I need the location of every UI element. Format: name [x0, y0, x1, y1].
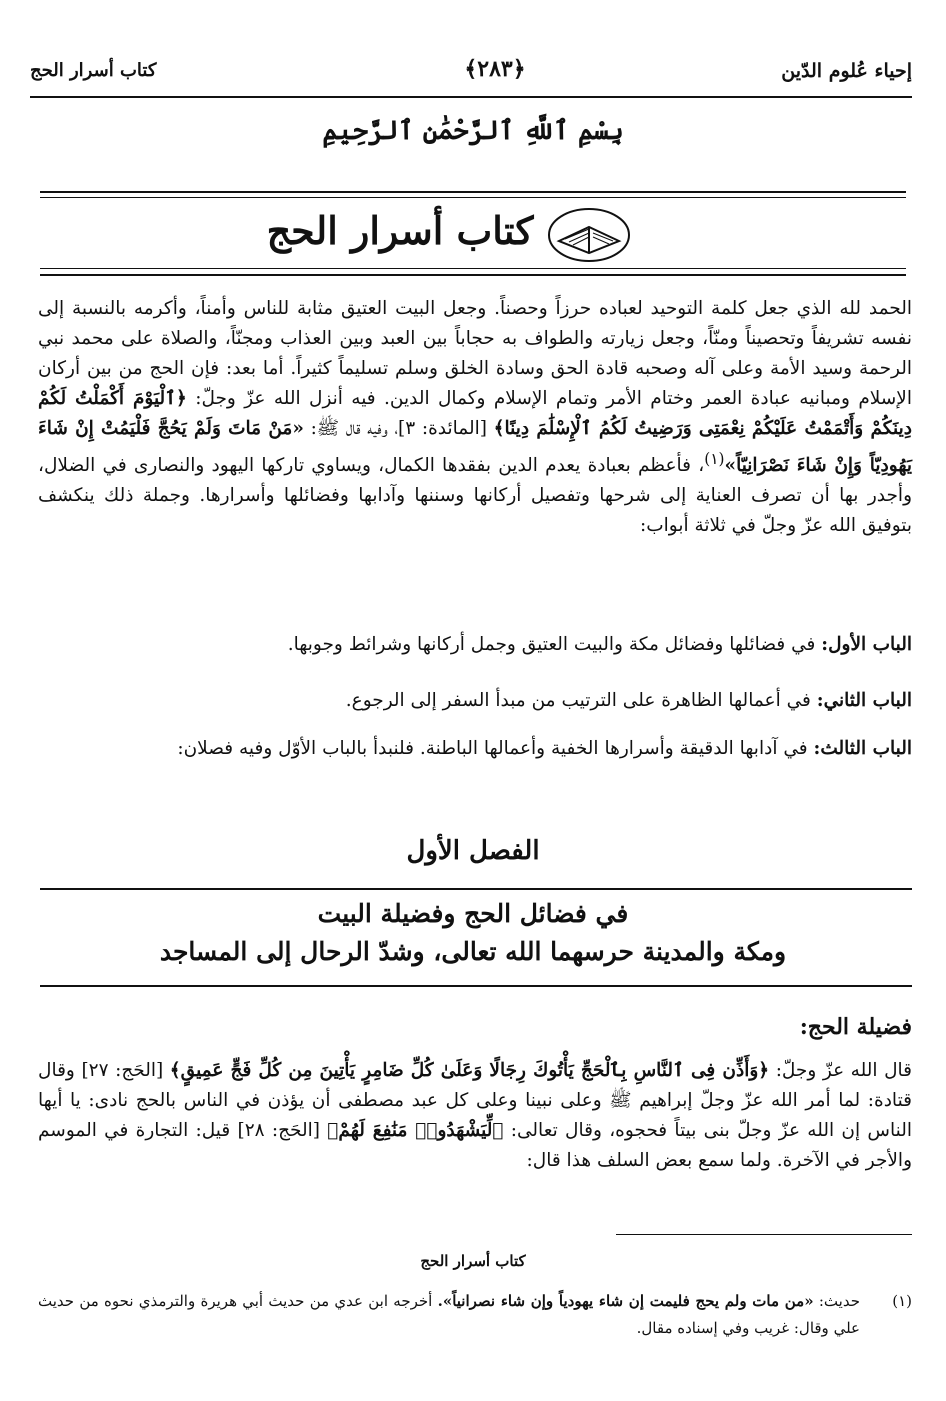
chapter-1: [38, 630, 912, 660]
page-number: ﴿٢٨٣﴾: [464, 56, 526, 82]
running-header: [30, 56, 912, 92]
section-subtitle-line-2: ومكة والمدينة حرسهما الله تعالى، وشدّ الرحال إلى المساجد: [159, 937, 787, 966]
open-book-icon: [545, 205, 633, 265]
footnote-hadith: «من مات ولم يحج فليمت إن شاء يهودياً وإن شاء نصرانياً».: [437, 1292, 814, 1310]
chapter-1-label: الباب الأول:: [821, 634, 912, 655]
quran-verse-hajj-27: ﴿وَأَذِّن فِى ٱلنَّاسِ بِٱلْحَجِّ يَأْتُوكَ رِجَالًا وَعَلَىٰ كُلِّ ضَامِرٍ يَأْتِينَ مِن كُلِّ فَجٍّ عَمِيقٍ﴾: [169, 1060, 770, 1081]
footnote: [38, 1288, 912, 1342]
section-subtitle-line-1: في فضائل الحج وفضيلة البيت: [317, 899, 629, 928]
footnote-body: [38, 1288, 860, 1342]
section-rule-bottom: [40, 985, 912, 987]
hajj-text-3: قيل: التجارة في الموسم والأجر في الآخرة. ولما سمع بعض السلف هذا قال:: [38, 1120, 912, 1171]
chapter-3: [38, 734, 912, 764]
footnote-separator: [616, 1234, 912, 1235]
book-title: كتاب أسرار الحج: [266, 208, 534, 253]
chapter-3-text: في آدابها الدقيقة وأسرارها الخفية وأعمالها الباطنة. فلنبدأ بالباب الأوّل وفيه فصلان:: [177, 738, 808, 759]
header-rule: [30, 96, 912, 98]
hajj-virtue-paragraph: [38, 1056, 912, 1176]
quran-ref-hajj-27: [الحَج: ٢٧]: [81, 1060, 164, 1081]
subsection-heading: فضيلة الحج:: [799, 1014, 912, 1040]
title-frame-top: [40, 191, 906, 193]
intro-paragraph: [38, 294, 912, 541]
hadith-text: «مَنْ مَاتَ وَلَمْ يَحُجَّ فَلْيَمُتْ إِنْ شَاءَ يَهُودِيّاً وَإِنْ شَاءَ نَصْرَانِيّاً»: [38, 418, 912, 477]
quran-verse-maida: ﴿ٱلْيَوْمَ أَكْمَلْتُ لَكُمْ دِينَكُمْ وَأَتْمَمْتُ عَلَيْكُمْ نِعْمَتِى وَرَضِيتُ لَكُمُ ٱلْإِسْلَٰمَ دِينًا﴾: [38, 388, 912, 439]
footnote-text-b: أخرجه ابن عدي من حديث أبي هريرة والترمذي نحوه من حديث علي وقال: غريب وفي إسناده مقال.: [38, 1292, 860, 1337]
intro-text-3: ، فأعظم بعبادة يعدم الدين بفقدها الكمال، ويساوي تاركها اليهود والنصارى في الضلال، وأجدر بها أن تصرف العناية إلى شرحها وتفصيل أركانها وسننها وآدابها وفضائلها وأسرارها. وجملة ذلك ينكشف بتوفيق الله عزّ وجلّ في ثلاثة أبواب:: [38, 455, 912, 537]
footnote-marker[interactable]: (١): [704, 450, 725, 468]
hajj-text-2: وقال قتادة: لما أمر الله عزّ وجلّ إبراهيم ﷺ وعلى نبينا وعلى كل عبد مصطفى أن يؤذن في الناس بالحج نادى: يا أيها الناس إن الله عزّ وجلّ بنى بيتاً فحجوه، وقال تعالى:: [38, 1060, 912, 1141]
chapter-2-text: في أعمالها الظاهرة على الترتيب من مبدأ السفر إلى الرجوع.: [345, 690, 811, 711]
footnote-heading: كتاب أسرار الحج: [420, 1252, 526, 1270]
section-rule-top: [40, 888, 912, 890]
chapter-2-label: الباب الثاني:: [816, 690, 912, 711]
title-frame-top-inner: [40, 197, 906, 198]
quran-verse-hajj-28: ﴿لِّيَشْهَدُوا۟ مَنَٰفِعَ لَهُمْ﴾: [327, 1120, 504, 1141]
footnote-number: (١): [892, 1292, 912, 1310]
chapter-2: [38, 686, 912, 716]
basmala: بِسْمِ ٱللَّهِ ٱلرَّحْمَٰنِ ٱلرَّحِيمِ: [322, 116, 624, 146]
chapter-1-text: في فضائلها وفضائل مكة والبيت العتيق وجمل أركانها وشرائط وجوبها.: [287, 634, 816, 655]
quran-ref-hajj-28: [الحَج: ٢٨]: [237, 1120, 320, 1141]
title-frame-bottom-inner: [40, 268, 906, 269]
chapter-3-label: الباب الثالث:: [813, 738, 912, 759]
title-frame-bottom: [40, 274, 906, 276]
intro-text-2: ، وفيه قال ﷺ:: [310, 418, 398, 439]
quran-ref-maida: [المائدة: ٣]: [398, 418, 487, 439]
header-book-name: إحياء عُلوم الدّين: [781, 60, 912, 82]
intro-text-1: الحمد لله الذي جعل كلمة التوحيد لعباده حرزاً وحصناً. وجعل البيت العتيق مثابة للناس وأمناً، وأكرمه بالنسبة إلى نفسه تشريفاً وتحصيناً ومنّاً، وجعل زيارته والطواف به حجاباً بين العبد وبين العذاب ومجنّاً، والصلاة على محمد نبي الرحمة وسيد الأمة وعلى آله وصحبه قادة الحق وسادة الخلق وسلم تسليماً كثيراً. أما بعد: فإن الحج من بين أركان الإسلام ومبانيه عبادة العمر وختام الأمر وتمام الإسلام وكمال الدين. فيه أنزل الله عزّ وجلّ:: [38, 298, 913, 409]
footnote-text-a: حديث:: [818, 1292, 860, 1310]
section-title: الفصل الأول: [406, 836, 540, 866]
hajj-text-1: قال الله عزّ وجلّ:: [775, 1060, 912, 1081]
header-chapter-name: كتاب أسرار الحج: [30, 60, 157, 81]
